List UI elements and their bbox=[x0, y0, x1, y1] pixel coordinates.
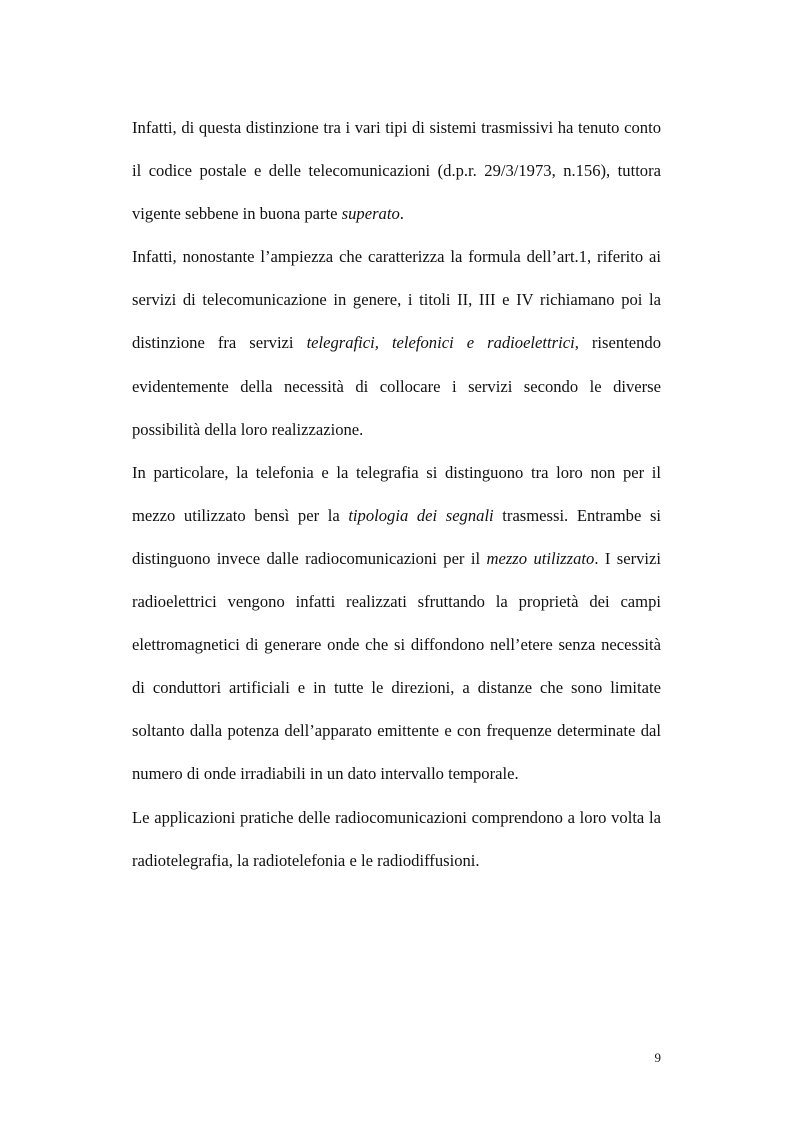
page-number: 9 bbox=[654, 1050, 661, 1065]
text-run: , risentendo evidentemente della necessità di collocare i servizi secondo le diverse possibilità della loro realizzazione. bbox=[132, 333, 661, 439]
text-run: Infatti, di questa distinzione tra i vari tipi di sistemi trasmissivi ha tenuto conto il codice postale e delle telecomunicazioni (d.p.r. 29/3/1973, n.156), tuttora vigente sebbene in buona parte bbox=[132, 118, 661, 224]
paragraph-1 bbox=[132, 106, 661, 235]
body-text bbox=[132, 106, 661, 882]
italic-run: telegrafici, telefonici e radioelettrici bbox=[306, 333, 575, 353]
italic-run: mezzo utilizzato bbox=[486, 548, 595, 568]
italic-run: tipologia dei segnali bbox=[348, 505, 494, 525]
italic-run: superato bbox=[341, 204, 400, 224]
paragraph-3 bbox=[132, 451, 661, 796]
paragraph-4 bbox=[132, 796, 661, 882]
text-run: trasmessi. Entrambe si distinguono invece dalle radiocomunicazioni per il bbox=[132, 505, 662, 568]
paragraph-2 bbox=[132, 235, 661, 450]
text-run: . I servizi radioelettrici vengono infatti realizzati sfruttando la proprietà dei campi elettromagnetici di generare onde che si diffondono nell’etere senza necessità di conduttori artificiali e in tutte le direzioni, a distanze che sono limitate soltanto dalla potenza dell’apparato emittente e con frequenze determinate dal numero di onde irradiabili in un dato intervallo temporale. bbox=[132, 548, 662, 784]
text-run: . bbox=[399, 204, 404, 224]
text-run: Le applicazioni pratiche delle radiocomunicazioni comprendono a loro volta la radiotelegrafia, la radiotelefonia e le radiodiffusioni. bbox=[132, 807, 661, 870]
text-run: In particolare, la telefonia e la telegrafia si distinguono tra loro non per il mezzo utilizzato bensì per la bbox=[132, 462, 661, 525]
text-run: Infatti, nonostante l’ampiezza che caratterizza la formula dell’art.1, riferito ai servizi di telecomunicazione in genere, i titoli II, III e IV richiamano poi la distinzione fra servizi bbox=[132, 247, 661, 353]
